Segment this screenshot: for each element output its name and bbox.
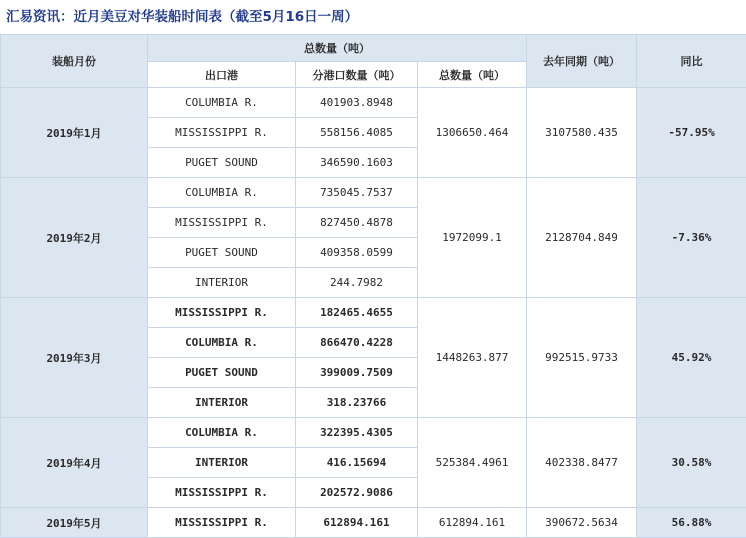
port-qty: 318.23766 [296,388,418,418]
port-name: COLUMBIA R. [148,328,296,358]
port-name: MISSISSIPPI R. [148,478,296,508]
total-cell: 1448263.877 [418,298,527,418]
last-year-cell: 390672.5634 [527,508,637,538]
month-cell: 2019年5月 [1,508,148,538]
header-yoy: 同比 [637,35,746,88]
table-row [1,508,746,538]
port-name: INTERIOR [148,448,296,478]
last-year-cell: 402338.8477 [527,418,637,508]
table-row [1,88,746,118]
port-name: MISSISSIPPI R. [148,208,296,238]
header-port: 出口港 [148,62,296,88]
yoy-cell: -7.36% [637,178,746,298]
port-name: MISSISSIPPI R. [148,508,296,538]
table-row [1,418,746,448]
total-cell: 1306650.464 [418,88,527,178]
port-qty: 827450.4878 [296,208,418,238]
port-qty: 558156.4085 [296,118,418,148]
table-row [1,178,746,208]
port-name: COLUMBIA R. [148,418,296,448]
header-total: 总数量（吨） [418,62,527,88]
month-cell: 2019年3月 [1,298,148,418]
port-qty: 409358.0599 [296,238,418,268]
page-title: 汇易资讯：近月美豆对华装船时间表（截至5月16日一周） [6,9,359,25]
yoy-cell: 45.92% [637,298,746,418]
header-month: 装船月份 [1,35,148,88]
port-qty: 399009.7509 [296,358,418,388]
yoy-cell: 56.88% [637,508,746,538]
port-name: MISSISSIPPI R. [148,298,296,328]
header-total-group: 总数量（吨） [148,35,527,62]
port-qty: 866470.4228 [296,328,418,358]
port-qty: 735045.7537 [296,178,418,208]
table-row [1,298,746,328]
month-cell: 2019年2月 [1,178,148,298]
header-port-qty: 分港口数量（吨） [296,62,418,88]
last-year-cell: 3107580.435 [527,88,637,178]
last-year-cell: 992515.9733 [527,298,637,418]
port-name: COLUMBIA R. [148,88,296,118]
yoy-cell: -57.95% [637,88,746,178]
port-name: PUGET SOUND [148,358,296,388]
port-name: INTERIOR [148,268,296,298]
last-year-cell: 2128704.849 [527,178,637,298]
port-name: COLUMBIA R. [148,178,296,208]
month-cell: 2019年1月 [1,88,148,178]
total-cell: 525384.4961 [418,418,527,508]
port-name: MISSISSIPPI R. [148,118,296,148]
month-cell: 2019年4月 [1,418,148,508]
port-qty: 401903.8948 [296,88,418,118]
total-cell: 1972099.1 [418,178,527,298]
port-qty: 182465.4655 [296,298,418,328]
port-name: INTERIOR [148,388,296,418]
port-qty: 612894.161 [296,508,418,538]
port-name: PUGET SOUND [148,238,296,268]
port-name: PUGET SOUND [148,148,296,178]
port-qty: 244.7982 [296,268,418,298]
port-qty: 202572.9086 [296,478,418,508]
port-qty: 346590.1603 [296,148,418,178]
shipment-table [0,34,746,538]
port-qty: 416.15694 [296,448,418,478]
header-last-year: 去年同期（吨） [527,35,637,88]
port-qty: 322395.4305 [296,418,418,448]
yoy-cell: 30.58% [637,418,746,508]
total-cell: 612894.161 [418,508,527,538]
